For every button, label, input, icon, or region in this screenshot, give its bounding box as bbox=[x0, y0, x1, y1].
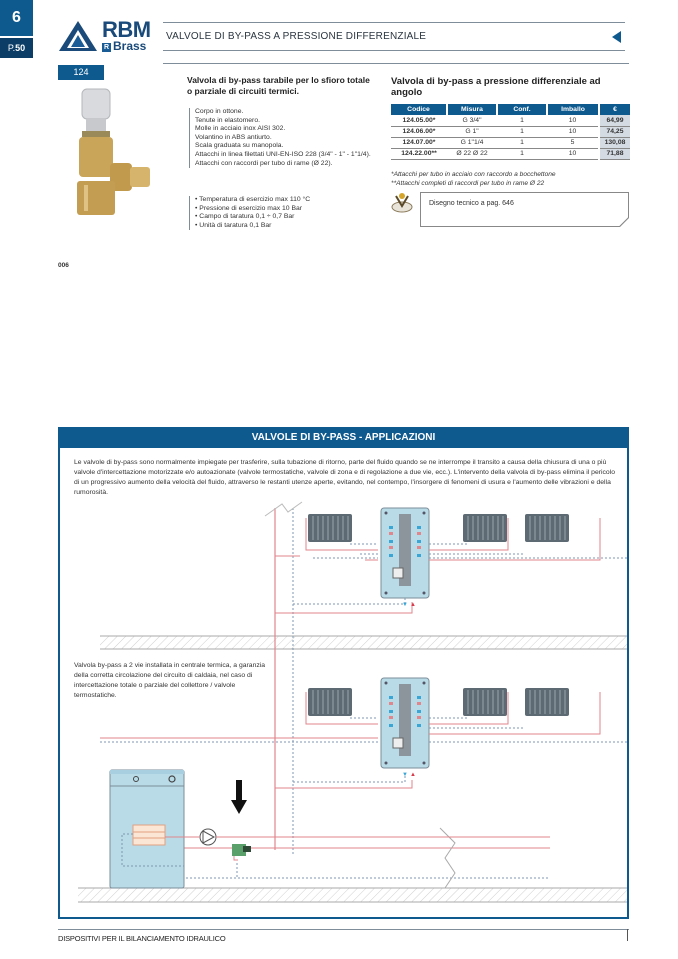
brand-sub: R Brass bbox=[103, 39, 147, 53]
heating-system-diagram bbox=[60, 498, 627, 918]
brand-logo bbox=[58, 18, 158, 54]
table-row: 124.06.00* G 1" 1 10 74,25 bbox=[391, 126, 630, 137]
table-notes: *Attacchi per tubo in acciaio con raccordo a bocchettone **Attacchi completi di raccordi per tubo in rame Ø 22 bbox=[391, 171, 556, 187]
chapter-tab: 6 bbox=[0, 0, 33, 36]
svg-text:▲: ▲ bbox=[410, 772, 416, 778]
logo-triangle-icon bbox=[58, 20, 98, 52]
applications-intro: Le valvole di by-pass sono normalmente impiegate per trasferire, sulla tubazione di ritorno, parte del fluido quando se ne interrompe il transito a causa della chiusura di una o più valvole d'intercettazione motorizzate e/o autoazionate (valvole termostatiche, valvole di zona e di regolazione a due vie, ecc.). L'intervento della valvola di by-pass elimina il pericolo di un progressivo aumento della velocità del fluido, attraverso le restanti utenze aperte, evitando, nel contempo, l'insorgere di fenomeni di usura e l'aumento delle vibrazioni e della rumorosità. bbox=[74, 459, 615, 496]
svg-text:▼: ▼ bbox=[402, 772, 408, 778]
section-header bbox=[163, 22, 625, 51]
spec-item: • Unità di taratura 0,1 Bar bbox=[195, 222, 379, 231]
page-prefix: P. bbox=[7, 43, 16, 53]
tech-drawing-link[interactable]: Disegno tecnico a pag. 646 bbox=[420, 192, 629, 227]
page-tab bbox=[0, 38, 33, 58]
svg-text:▲: ▲ bbox=[410, 602, 416, 608]
table-header-row bbox=[391, 104, 630, 115]
spec-item: • Campo di taratura 0,1 ÷ 0,7 Bar bbox=[195, 213, 379, 222]
product-code-tag: 124 bbox=[58, 65, 104, 80]
table-row: 124.07.00* G 1"1/4 1 5 130,08 bbox=[391, 137, 630, 148]
product-specs bbox=[189, 196, 379, 230]
diagram-caption: Valvola by-pass a 2 vie installata in centrale termica, a garanzia della corretta circolazione del circuito di caldaia, nel caso di intercettazione totale o parziale del collettore / valvole termostatiche. bbox=[74, 662, 266, 699]
svg-text:▼: ▼ bbox=[402, 602, 408, 608]
drafting-compass-icon bbox=[390, 192, 414, 214]
table-title: Valvola di by-pass a pressione differenziale ad angolo bbox=[391, 76, 601, 98]
page-number: 50 bbox=[15, 43, 26, 53]
product-headline: Valvola di by-pass tarabile per lo sfioro totale o parziale di circuiti termici. bbox=[187, 75, 370, 96]
spec-item: • Temperatura di esercizio max 110 °C bbox=[195, 196, 379, 205]
footer-divider bbox=[58, 929, 629, 930]
spec-item: • Pressione di esercizio max 10 Bar bbox=[195, 205, 379, 214]
col-codice: Codice bbox=[391, 104, 447, 115]
col-misura: Misura bbox=[447, 104, 497, 115]
valve-product-image bbox=[62, 85, 180, 225]
table-row: 124.22.00** Ø 22 Ø 22 1 10 71,88 bbox=[391, 148, 630, 159]
product-description: Corpo in ottone. Tenute in elastomero. Molle in acciaio inox AISI 302. Volantino in ABS antiurto. Scala graduata su manopola. Attacchi in linea filettati UNI-EN-ISO 228 (3/4" - 1" - 1"1/4). Attacchi con raccordi per tubo di rame (Ø 22). bbox=[189, 108, 379, 168]
price-table bbox=[391, 104, 630, 160]
footer-text: DISPOSITIVI PER IL BILANCIAMENTO IDRAULICO bbox=[58, 934, 226, 943]
col-conf: Conf. bbox=[497, 104, 547, 115]
triangle-left-icon[interactable] bbox=[612, 31, 621, 43]
col-imballo: Imballo bbox=[547, 104, 599, 115]
footer-tick bbox=[627, 929, 628, 941]
brand-name: RBM bbox=[102, 17, 151, 42]
section-title: VALVOLE DI BY-PASS A PRESSIONE DIFFERENZIALE bbox=[166, 31, 427, 42]
page-code: 006 bbox=[58, 262, 69, 269]
col-price: € bbox=[599, 104, 630, 115]
applications-title: VALVOLE DI BY-PASS - APPLICAZIONI bbox=[58, 427, 629, 448]
divider bbox=[163, 63, 629, 64]
table-row: 124.05.00* G 3/4" 1 10 64,99 bbox=[391, 115, 630, 126]
